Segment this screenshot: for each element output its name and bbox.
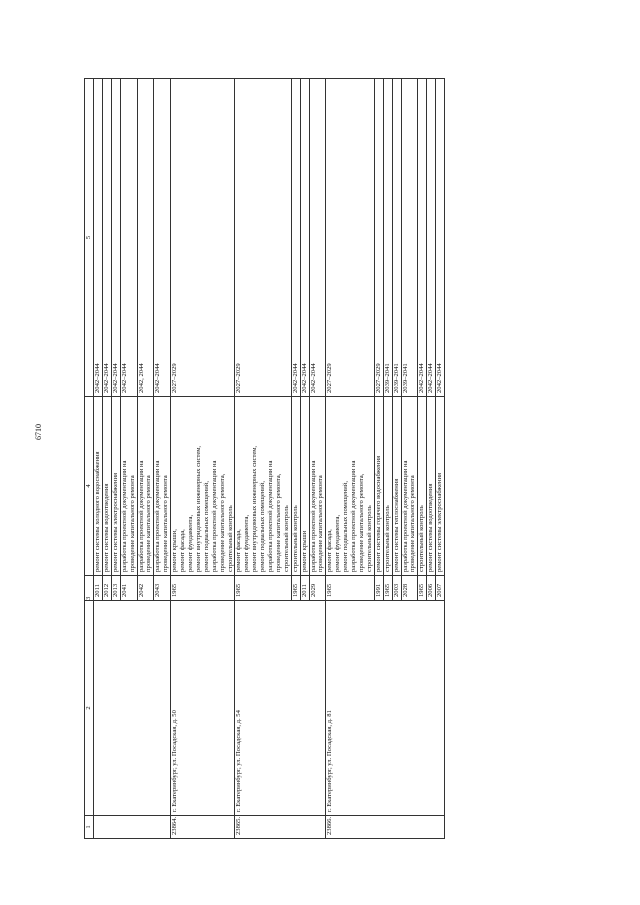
row-works: [235, 397, 291, 576]
work-line: разработка проектной документации на: [267, 460, 275, 572]
row-period: 2042–2044: [111, 79, 120, 397]
work-line: проведение капитального ремонта,: [358, 473, 365, 572]
header-col-3: 3: [85, 576, 94, 601]
work-line: ремонт фасада,: [179, 529, 187, 572]
row-period: 2042–2044: [300, 79, 309, 397]
row-works: [374, 397, 383, 576]
row-works: [436, 397, 445, 576]
row-year: 2028: [401, 576, 418, 601]
work-line: строительный контроль: [365, 505, 373, 572]
work-line: ремонт крыши,: [171, 529, 179, 572]
entry-address: [94, 601, 171, 816]
work-line: ремонт системы горячего водоснабжения: [374, 455, 382, 572]
row-period: 2042–2044: [120, 79, 137, 397]
work-line: ремонт системы теплоснабжения: [392, 478, 400, 572]
rotated-table-container: [84, 78, 601, 839]
work-line: ремонт системы электроснабжения: [111, 472, 119, 572]
row-period: 2042–2044: [291, 79, 300, 397]
header-col-5: 5: [85, 79, 94, 397]
row-year: 1965: [326, 576, 374, 601]
row-period: 2039–2041: [401, 79, 418, 397]
entry-address: г. Екатеринбург, ул. Посадская, д. 50: [171, 601, 235, 816]
work-line: ремонт фундамента,: [243, 514, 251, 572]
entry-number: 23866.: [326, 816, 445, 839]
row-works: [383, 397, 392, 576]
table-row: [171, 79, 235, 839]
row-works: [300, 397, 309, 576]
row-period: 2027–2029: [171, 79, 235, 397]
row-works: [392, 397, 401, 576]
work-line: проведение капитального ремонта: [145, 475, 153, 572]
work-line: разработка проектной документации на: [137, 460, 145, 572]
row-year: 1965: [235, 576, 291, 601]
row-year: 1965: [171, 576, 235, 601]
work-line: строительный контроль: [383, 505, 391, 572]
work-line: проведение капитального ремонта,: [274, 473, 282, 572]
work-line: разработка проектной документации на: [120, 460, 128, 572]
row-year: 2011: [300, 576, 309, 601]
row-period: 2042–2044: [427, 79, 436, 397]
entry-number: 23864.: [171, 816, 235, 839]
work-line: ремонт системы водоотведения: [102, 483, 110, 572]
table-row: [235, 79, 291, 839]
header-col-2: 2: [85, 601, 94, 816]
row-period: 2027–2029: [326, 79, 374, 397]
work-line: ремонт системы электроснабжения: [436, 472, 444, 572]
work-line: проведение капитального ремонта: [128, 475, 136, 572]
row-works: [291, 397, 300, 576]
row-period: 2039–2041: [383, 79, 392, 397]
row-year: 2029: [309, 576, 326, 601]
work-line: строительный контроль: [282, 505, 290, 572]
page-number: 6710: [34, 424, 43, 440]
work-line: проведение капитального ремонта: [162, 475, 170, 572]
work-line: строительный контроль: [418, 505, 426, 572]
work-line: разработка проектной документации на: [350, 460, 358, 572]
work-line: проведение капитального ремонта: [317, 475, 325, 572]
work-line: ремонт системы водоотведения: [427, 483, 435, 572]
row-works: [309, 397, 326, 576]
work-line: ремонт подвальных помещений,: [202, 481, 210, 572]
entry-address: г. Екатеринбург, ул. Посадская, д. 81: [326, 601, 445, 816]
row-year: 1991: [374, 576, 383, 601]
table-body: [94, 79, 445, 839]
row-works: [154, 397, 171, 576]
table-row: [326, 79, 374, 839]
work-line: ремонт внутридомовых инженерных систем,: [251, 445, 259, 572]
repair-schedule-table: [84, 78, 445, 839]
row-year: 2011: [94, 576, 103, 601]
work-line: ремонт фасада,: [235, 529, 243, 572]
row-year: 2041: [120, 576, 137, 601]
work-line: проведение капитального ремонта: [409, 475, 417, 572]
table-header-row: [85, 79, 94, 839]
row-works: [401, 397, 418, 576]
row-period: 2042–2044: [154, 79, 171, 397]
row-year: 1965: [291, 576, 300, 601]
row-year: 2042: [137, 576, 154, 601]
row-works: [102, 397, 111, 576]
row-works: [171, 397, 235, 576]
row-works: [94, 397, 103, 576]
work-line: ремонт фасада,: [326, 529, 334, 572]
row-period: 2042–2044: [309, 79, 326, 397]
work-line: разработка проектной документации на: [154, 460, 162, 572]
work-line: ремонт фундамента,: [186, 514, 194, 572]
row-works: [120, 397, 137, 576]
work-line: проведение капитального ремонта,: [218, 473, 226, 572]
row-year: 2013: [111, 576, 120, 601]
work-line: ремонт внутридомовых инженерных систем,: [194, 445, 202, 572]
row-period: 2042, 2044: [137, 79, 154, 397]
row-year: 2012: [102, 576, 111, 601]
row-works: [137, 397, 154, 576]
row-works: [427, 397, 436, 576]
work-line: разработка проектной документации на: [309, 460, 317, 572]
row-year: 2006: [427, 576, 436, 601]
row-year: 2043: [154, 576, 171, 601]
header-col-4: 4: [85, 397, 94, 576]
row-period: 2027–2029: [235, 79, 291, 397]
table-row: [94, 79, 103, 839]
row-period: 2042–2044: [102, 79, 111, 397]
work-line: ремонт крыши: [300, 530, 308, 572]
row-works: [111, 397, 120, 576]
row-period: 2042–2044: [94, 79, 103, 397]
row-period: 2039–2041: [392, 79, 401, 397]
row-year: 2007: [436, 576, 445, 601]
row-year: 2003: [392, 576, 401, 601]
work-line: ремонт подвальных помещений,: [342, 481, 350, 572]
work-line: разработка проектной документации на: [210, 460, 218, 572]
work-line: ремонт подвальных помещений,: [259, 481, 267, 572]
row-year: 1965: [383, 576, 392, 601]
entry-address: г. Екатеринбург, ул. Посадская, д. 54: [235, 601, 326, 816]
row-works: [418, 397, 427, 576]
row-period: 2027–2029: [374, 79, 383, 397]
work-line: строительный контроль: [291, 505, 299, 572]
entry-number: [94, 816, 171, 839]
row-year: 1965: [418, 576, 427, 601]
row-period: 2042–2044: [436, 79, 445, 397]
row-period: 2042–2044: [418, 79, 427, 397]
work-line: ремонт фундамента,: [334, 514, 342, 572]
work-line: разработка проектной документации на: [401, 460, 409, 572]
header-col-1: 1: [85, 816, 94, 839]
entry-number: 23865.: [235, 816, 326, 839]
work-line: ремонт системы холодного водоснабжения: [94, 451, 101, 572]
work-line: строительный контроль: [226, 505, 234, 572]
row-works: [326, 397, 374, 576]
